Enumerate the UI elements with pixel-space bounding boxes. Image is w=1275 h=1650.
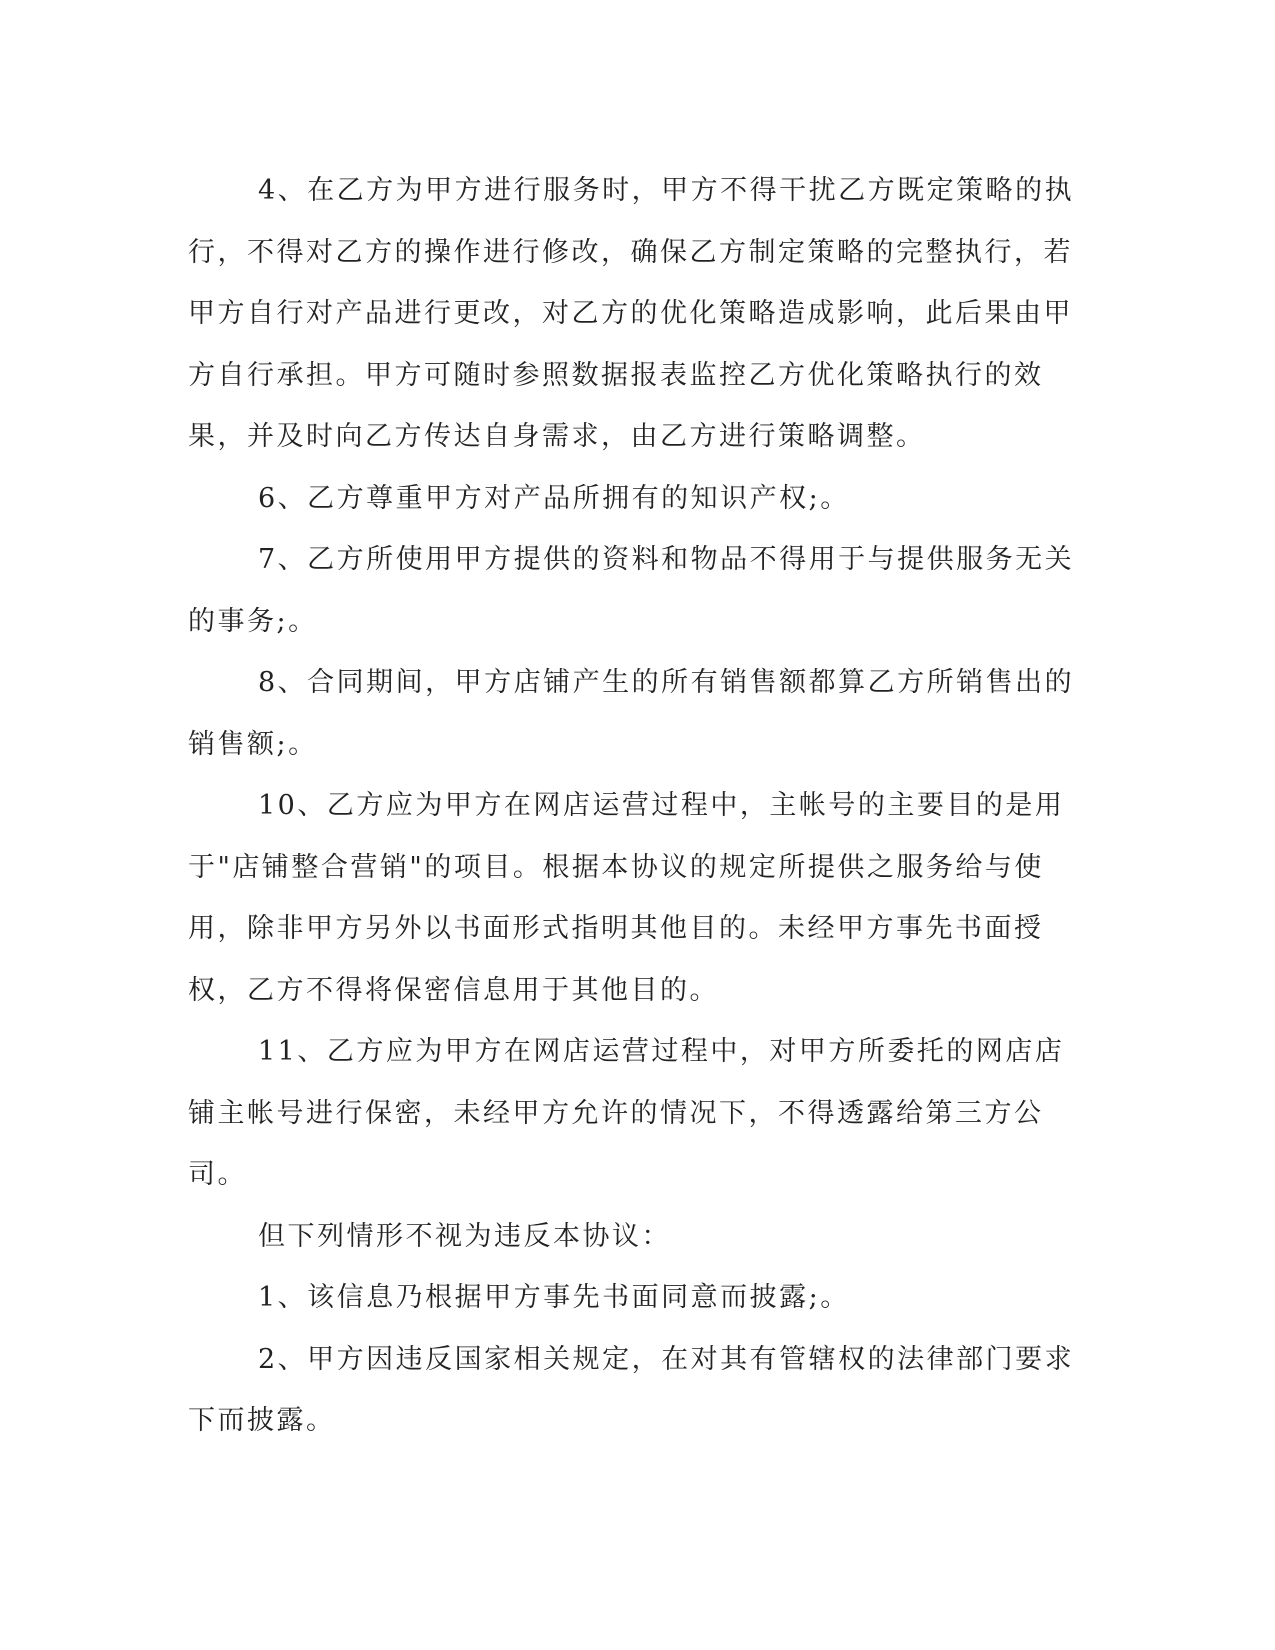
document-body xyxy=(188,160,1078,1452)
paragraph-clause-8: 8、合同期间，甲方店铺产生的所有销售额都算乙方所销售出的销售额;。 xyxy=(188,667,1075,760)
paragraph-clause-6: 6、乙方尊重甲方对产品所拥有的知识产权;。 xyxy=(258,482,850,514)
paragraph-clause-7: 7、乙方所使用甲方提供的资料和物品不得用于与提供服务无关的事务;。 xyxy=(188,544,1075,637)
paragraph-clause-11: 11、乙方应为甲方在网店运营过程中，对甲方所委托的网店店铺主帐号进行保密，未经甲方允许的情况下，不得透露给第三方公司。 xyxy=(188,1036,1065,1190)
paragraph-clause-4: 4、在乙方为甲方进行服务时，甲方不得干扰乙方既定策略的执行，不得对乙方的操作进行修改，确保乙方制定策略的完整执行，若甲方自行对产品进行更改，对乙方的优化策略造成影响，此后果由甲方自行承担。甲方可随时参照数据报表监控乙方优化策略执行的效果，并及时向乙方传达自身需求，由乙方进行策略调整。 xyxy=(188,175,1075,452)
paragraph-exceptions-intro: 但下列情形不视为违反本协议： xyxy=(258,1220,671,1252)
paragraph-exception-2: 2、甲方因违反国家相关规定，在对其有管辖权的法律部门要求下而披露。 xyxy=(188,1343,1075,1436)
paragraph-exception-1: 1、该信息乃根据甲方事先书面同意而披露;。 xyxy=(258,1282,850,1313)
paragraph-clause-10: 10、乙方应为甲方在网店运营过程中，主帐号的主要目的是用于"店铺整合营销"的项目。根据本协议的规定所提供之服务给与使用，除非甲方另外以书面形式指明其他目的。未经甲方事先书面授权，乙方不得将保密信息用于其他目的。 xyxy=(188,790,1065,1006)
